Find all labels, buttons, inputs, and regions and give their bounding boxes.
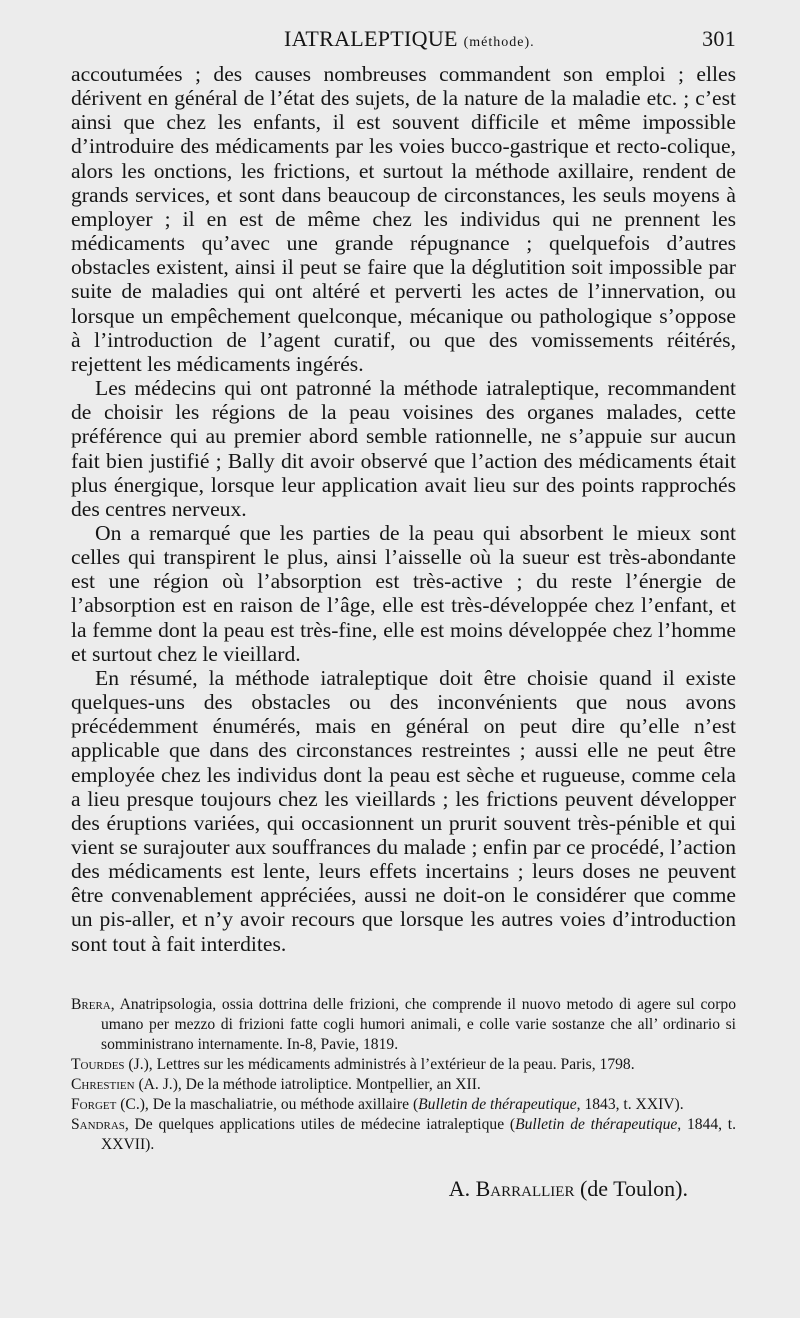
header-title-main: IATRALEPTIQUE: [284, 26, 458, 51]
author-signature: [449, 1176, 688, 1202]
page-number: 301: [702, 26, 736, 51]
reference-author: Brera: [71, 996, 111, 1013]
header-title: [284, 26, 535, 52]
running-header: [70, 26, 736, 56]
header-title-sub: (méthode).: [463, 35, 535, 50]
reference-text: (A. J.), De la méthode iatroliptice. Montpellier, an XII.: [134, 1076, 481, 1093]
reference-item: [71, 1095, 736, 1115]
body-text: [71, 62, 736, 956]
reference-journal: Bulletin de thérapeutique: [418, 1096, 577, 1113]
reference-text: (C.), De la maschaliatrie, ou méthode axillaire (: [116, 1096, 419, 1113]
reference-text: , De quelques applications utiles de médecine iatraleptique (: [124, 1116, 516, 1133]
reference-author: Forget: [71, 1096, 117, 1113]
reference-journal: Bulletin de thérapeutique: [515, 1116, 678, 1133]
reference-item: [71, 1115, 736, 1155]
signature-place: (de Toulon).: [579, 1176, 688, 1201]
reference-author: Sandras: [71, 1116, 125, 1133]
paragraph-1: accoutumées ; des causes nombreuses commandent son emploi ; elles dérivent en général de l’état des sujets, de la nature de la maladie etc. ; c’est ainsi que chez les enfants, il est souvent difficile et même impossible d’introduire des médicaments par les voies bucco-gastrique et recto-colique, alors les onctions, les frictions, et surtout la méthode axillaire, rendent de grands services, et sont dans beaucoup de circonstances, les seuls moyens à employer ; il en est de même chez les individus qui ne prennent les médicaments qu’avec une grande répugnance ; quelquefois d’autres obstacles existent, ainsi il peut se faire que la déglutition soit impossible par suite de maladies qui ont altéré et perverti les actes de l’innervation, ou lorsque un empêchement quelconque, mécanique ou pathologique s’oppose à l’introduction de l’agent curatif, ou que des vomissements réitérés, rejettent les médicaments ingérés.: [71, 62, 736, 376]
paragraph-2: Les médecins qui ont patronné la méthode iatraleptique, recommandent de choisir les régions de la peau voisines des organes malades, cette préférence qui au premier abord semble rationnelle, ne s’appuie sur aucun fait bien justifié ; Bally dit avoir observé que l’action des médicaments était plus énergique, lorsque leur application avait lieu sur des points rapprochés des centres nerveux.: [71, 376, 736, 521]
reference-tail: , 1843, t. XXIV).: [576, 1096, 684, 1113]
reference-item: [71, 1075, 736, 1095]
paragraph-4: En résumé, la méthode iatraleptique doit être choisie quand il existe quelques-uns des obstacles ou des inconvénients que nous avons précédemment énumérés, mais en général on peut dire qu’elle n’est applicable que dans des circonstances restreintes ; aussi elle ne peut être employée chez les individus dont la peau est sèche et rugueuse, comme cela a lieu presque toujours chez les vieillards ; les frictions peuvent développer des éruptions variées, qui occasionnent un prurit souvent très-pénible et qui vient se surajouter aux souffrances du malade ; enfin par ce procédé, l’action des médicaments est lente, leurs effets incertains ; leurs doses ne peuvent être convenablement appréciées, aussi ne doit-on le considérer que comme un pis-aller, et n’y avoir recours que lorsque les autres voies d’introduction sont tout à fait interdites.: [71, 665, 736, 956]
reference-text: (J.), Lettres sur les médicaments administrés à l’extérieur de la peau. Paris, 1798.: [124, 1056, 635, 1073]
reference-item: [71, 995, 736, 1055]
reference-author: Chrestien: [71, 1076, 135, 1093]
reference-author: Tourdes: [71, 1056, 125, 1073]
reference-tail: , 1844, t. XXVII).: [101, 1116, 737, 1153]
signature-initial: A.: [448, 1176, 471, 1201]
reference-item: [71, 1055, 736, 1075]
paragraph-3: On a remarqué que les parties de la peau qui absorbent le mieux sont celles qui transpirent le plus, ainsi l’aisselle où la sueur est très-abondante est une région où l’absorption est très-active ; du reste l’énergie de l’absorption est en raison de l’âge, elle est très-développée chez l’enfant, et la femme dont la peau est très-fine, elle est moins développée chez l’homme et surtout chez le vieillard.: [71, 520, 736, 666]
bibliography: [71, 995, 736, 1155]
signature-name: Barrallier: [475, 1176, 575, 1201]
reference-text: , Anatripsologia, ossia dottrina delle frizioni, che comprende il nuovo metodo di agere sul corpo umano per mezzo di frizioni fatte cogli humori animali, e colle varie sostanze che all’ ordinario si somministrano internamente. In-8, Pavie, 1819.: [101, 996, 736, 1053]
